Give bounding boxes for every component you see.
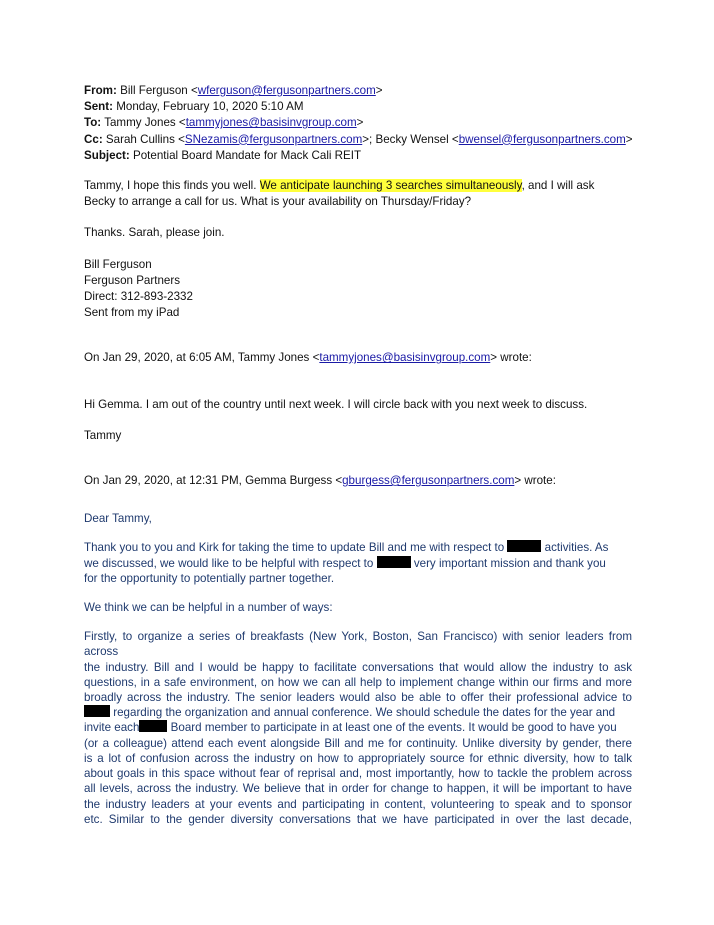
cc-end: > — [625, 132, 633, 146]
cc-name-1: Sarah Cullins < — [105, 132, 185, 146]
to-label: To: — [84, 116, 102, 130]
from-label: From: — [84, 84, 117, 97]
quote1-message: Hi Gemma. I am out of the country until next week. I will circle back with you next week to discuss. — [84, 397, 588, 411]
body-text: Tammy, I hope this finds you well. — [84, 179, 260, 193]
quoted-letter — [84, 511, 632, 827]
quote2-email-link[interactable]: gburgess@fergusonpartners.com — [342, 474, 515, 488]
sent-label: Sent: — [84, 100, 113, 114]
letter-text: regarding the organization and annual conference. We should schedule the dates for the year and — [113, 706, 616, 720]
signature-company: Ferguson Partners — [84, 273, 181, 287]
letter-text: Thank you to you and Kirk for taking the time to update Bill and me with respect to — [84, 541, 505, 555]
quote2-intro — [84, 473, 632, 489]
redaction-box — [377, 556, 411, 568]
sent-value: Monday, February 10, 2020 5:10 AM — [116, 100, 304, 114]
letter-line — [84, 556, 632, 571]
to-end: > — [356, 116, 364, 130]
letter-para-2: We think we can be helpful in a number of ways: — [84, 601, 333, 615]
from-email-link[interactable]: wferguson@fergusonpartners.com — [197, 84, 376, 97]
quote1-signature: Tammy — [84, 428, 122, 442]
letter-text: activities. As — [544, 541, 609, 555]
body-text: , and I will ask — [521, 179, 595, 193]
body-para-1-line-1 — [84, 178, 632, 194]
to-email-link[interactable]: tammyjones@basisinvgroup.com — [185, 116, 357, 130]
quote1-intro — [84, 350, 632, 366]
signature-device: Sent from my iPad — [84, 306, 180, 320]
letter-line: for the opportunity to potentially partner together. — [84, 571, 335, 585]
to-row — [84, 115, 632, 131]
letter-line: questions, in a safe environment, on how we can all help to implement change within our firms and more — [84, 675, 632, 689]
cc-mid: >; Becky Wensel < — [362, 132, 459, 146]
sent-row — [84, 99, 632, 115]
subject-value: Potential Board Mandate for Mack Cali REIT — [132, 148, 362, 162]
quote1-intro-end: > wrote: — [490, 351, 532, 365]
redaction-box — [139, 720, 167, 732]
quote2-intro-text: On Jan 29, 2020, at 12:31 PM, Gemma Burgess < — [84, 474, 343, 488]
letter-line: (or a colleague) attend each event alongside Bill and me for continuity. Unlike diversity by gender, there — [84, 736, 632, 750]
letter-text: we discussed, we would like to be helpful with respect to — [84, 556, 374, 570]
letter-line — [84, 720, 632, 735]
letter-line: etc. Similar to the gender diversity conversations that we have participated in over the last decade, — [84, 812, 632, 826]
cc-email-link-1[interactable]: SNezamis@fergusonpartners.com — [184, 132, 363, 146]
from-end: > — [375, 84, 383, 97]
redaction-box — [507, 540, 541, 552]
email-page — [84, 83, 632, 827]
letter-greeting: Dear Tammy, — [84, 512, 152, 526]
cc-label: Cc: — [84, 132, 103, 146]
to-name: Tammy Jones < — [104, 116, 186, 130]
from-row — [84, 83, 632, 99]
subject-label: Subject: — [84, 148, 130, 162]
quote1-intro-text: On Jan 29, 2020, at 6:05 AM, Tammy Jones < — [84, 351, 320, 365]
quote1-email-link[interactable]: tammyjones@basisinvgroup.com — [319, 351, 491, 365]
letter-line: the industry leaders at your events and participating in content, volunteering to speak and to sponsor — [84, 797, 632, 811]
letter-text: Board member to participate in at least one of the events. It would be good to have you — [170, 721, 617, 735]
letter-line: is a lot of confusion across the industry on how to appropriately source for ethnic diversity, how to talk — [84, 751, 632, 765]
body-para-1-line-2: Becky to arrange a call for us. What is your availability on Thursday/Friday? — [84, 195, 472, 209]
cc-email-link-2[interactable]: bwensel@fergusonpartners.com — [458, 132, 626, 146]
letter-line: Firstly, to organize a series of breakfasts (New York, Boston, San Francisco) with senior leaders from across — [84, 630, 632, 659]
letter-line: about goals in this space without fear of reprisal and, most importantly, how to tackle the problem across — [84, 767, 632, 781]
signature-phone: Direct: 312-893-2332 — [84, 290, 193, 304]
letter-line: broadly across the industry. The senior leaders would also be able to offer their professional advice to — [84, 691, 632, 705]
cc-row — [84, 132, 632, 148]
subject-row — [84, 148, 632, 164]
letter-para-1 — [84, 540, 632, 586]
letter-text: invite each — [84, 721, 140, 735]
quote2-intro-end: > wrote: — [514, 474, 556, 488]
letter-para-3 — [84, 629, 632, 827]
letter-line: all levels, across the industry. We believe that in order for change to happen, it will be important to have — [84, 782, 632, 796]
letter-text: very important mission and thank you — [413, 556, 606, 570]
highlighted-text: We anticipate launching 3 searches simultaneously — [259, 179, 522, 193]
signature-name: Bill Ferguson — [84, 257, 152, 271]
body-para-2: Thanks. Sarah, please join. — [84, 226, 225, 240]
redaction-box — [84, 705, 110, 717]
letter-line: the industry. Bill and I would be happy to facilitate conversations that would allow the industry to ask — [84, 660, 632, 674]
letter-line — [84, 705, 632, 720]
from-name: Bill Ferguson < — [120, 84, 198, 97]
letter-line — [84, 540, 632, 555]
